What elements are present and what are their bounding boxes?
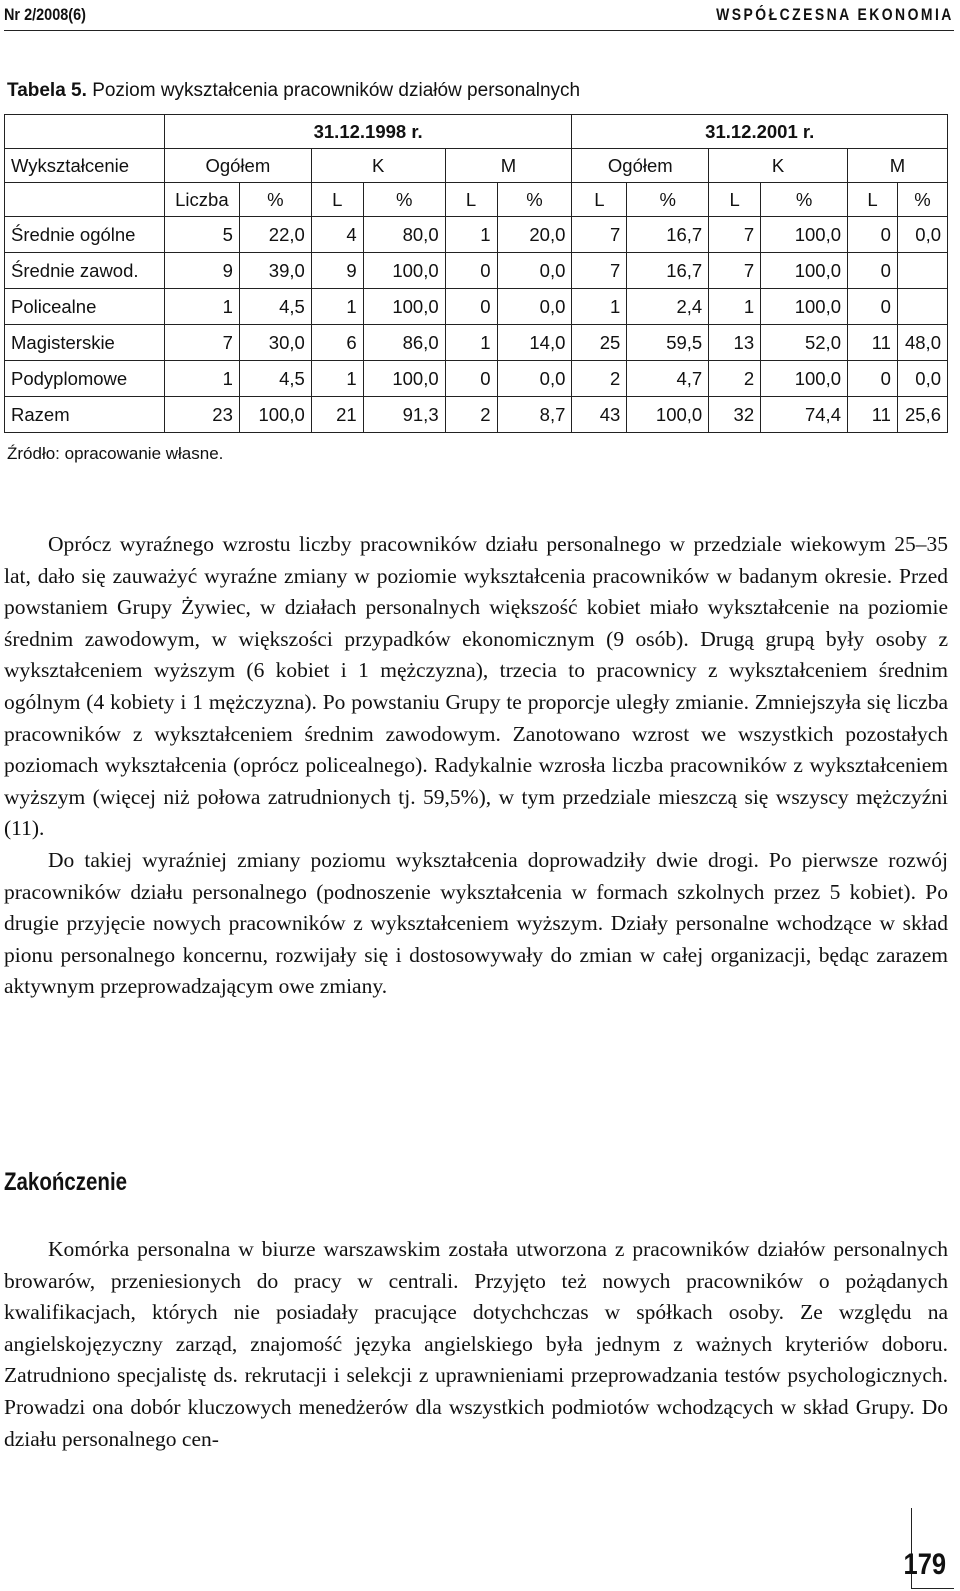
row-label: Podyplomowe <box>5 361 165 397</box>
table-cell: 0,0 <box>497 361 572 397</box>
table-cell: 80,0 <box>363 217 445 253</box>
page-number: 179 <box>903 1548 946 1581</box>
header-subcolumn-cell: Liczba <box>164 183 239 217</box>
body-text-section-1 <box>4 529 948 1003</box>
header-subcolumn-cell: L <box>848 183 898 217</box>
table-cell: 4,7 <box>627 361 709 397</box>
row-label: Średnie ogólne <box>5 217 165 253</box>
table-cell: 7 <box>709 253 761 289</box>
table-cell: 0 <box>445 361 497 397</box>
header-subcolumn-cell: % <box>627 183 709 217</box>
row-label: Razem <box>5 397 165 433</box>
table-cell: 1 <box>445 325 497 361</box>
table-cell: 20,0 <box>497 217 572 253</box>
table-caption-text: Poziom wykształcenia pracowników działów personalnych <box>92 80 581 101</box>
table-header-subcolumns <box>5 183 948 217</box>
table-cell: 0 <box>445 253 497 289</box>
header-subcolumn-cell: L <box>445 183 497 217</box>
header-empty-cell <box>5 115 165 149</box>
table-caption-number: Tabela 5. <box>7 80 87 101</box>
header-subcolumn-cell: L <box>572 183 627 217</box>
table-cell: 23 <box>164 397 239 433</box>
table-cell: 9 <box>311 253 363 289</box>
table-row <box>5 397 948 433</box>
table-cell: 100,0 <box>761 361 848 397</box>
table-cell: 16,7 <box>627 217 709 253</box>
table-cell: 8,7 <box>497 397 572 433</box>
table-cell: 100,0 <box>761 217 848 253</box>
table-cell: 52,0 <box>761 325 848 361</box>
header-date-2001: 31.12.2001 r. <box>572 115 948 149</box>
table-cell: 1 <box>572 289 627 325</box>
table-cell: 0,0 <box>897 217 947 253</box>
table-source: Źródło: opracowanie własne. <box>7 444 224 463</box>
table-cell: 100,0 <box>761 253 848 289</box>
header-subcolumn-cell: % <box>363 183 445 217</box>
table-cell: 0 <box>848 289 898 325</box>
header-date-1998: 31.12.1998 r. <box>164 115 571 149</box>
table-cell: 0 <box>445 289 497 325</box>
table-cell: 0,0 <box>497 289 572 325</box>
table-caption <box>7 80 580 102</box>
table-cell: 1 <box>164 361 239 397</box>
table-cell: 2 <box>709 361 761 397</box>
table-cell: 11 <box>848 397 898 433</box>
table-cell: 21 <box>311 397 363 433</box>
table-cell: 1 <box>164 289 239 325</box>
table-cell: 0,0 <box>897 361 947 397</box>
table-cell: 7 <box>572 253 627 289</box>
table-cell: 100,0 <box>363 361 445 397</box>
table-cell: 0,0 <box>497 253 572 289</box>
table-cell: 7 <box>164 325 239 361</box>
issue-number: Nr 2/2008(6) <box>4 5 86 24</box>
header-group-cell: K <box>709 149 848 183</box>
table-cell: 0 <box>848 361 898 397</box>
table-cell: 6 <box>311 325 363 361</box>
table-cell: 5 <box>164 217 239 253</box>
table-cell: 4 <box>311 217 363 253</box>
table-cell: 4,5 <box>239 289 311 325</box>
header-divider <box>4 30 954 31</box>
table-cell: 9 <box>164 253 239 289</box>
header-group-cell: M <box>848 149 948 183</box>
table-cell: 0 <box>848 217 898 253</box>
table-cell: 2,4 <box>627 289 709 325</box>
row-label: Średnie zawod. <box>5 253 165 289</box>
header-subcolumn-cell: L <box>709 183 761 217</box>
table-cell: 0 <box>848 253 898 289</box>
table-cell: 25,6 <box>897 397 947 433</box>
header-group-cell: Ogółem <box>164 149 311 183</box>
table-cell: 30,0 <box>239 325 311 361</box>
header-group-cell: Ogółem <box>572 149 709 183</box>
table-cell: 59,5 <box>627 325 709 361</box>
table-cell: 1 <box>311 289 363 325</box>
table-cell: 86,0 <box>363 325 445 361</box>
table-header-groups <box>5 149 948 183</box>
header-empty-cell <box>5 183 165 217</box>
table-cell: 48,0 <box>897 325 947 361</box>
table-cell: 1 <box>709 289 761 325</box>
table-cell: 13 <box>709 325 761 361</box>
table-row <box>5 325 948 361</box>
header-wyksztalcenie: Wykształcenie <box>5 149 165 183</box>
table-cell: 39,0 <box>239 253 311 289</box>
table-row <box>5 289 948 325</box>
section-heading: Zakończenie <box>4 1168 128 1196</box>
table-cell: 2 <box>572 361 627 397</box>
education-table <box>4 114 948 433</box>
header-subcolumn-cell: % <box>761 183 848 217</box>
table-cell: 43 <box>572 397 627 433</box>
paragraph: Komórka personalna w biurze warszawskim została utworzona z pracowników działów personalnych browarów, przeniesionych do pracy w centrali. Przyjęto też nowych pracowników o pożądanych kwalifikacjach, których nie posiadały pracujące dotychchczas w spółkach osoby. Ze względu na angielskojęzyczny zarząd, znajomość języka angielskiego była jednym z ważnych kryteriów doboru. Zatrudniono specjalistę ds. rekrutacji i selekcji z uprawnieniami przeprowadzania testów psychologicznych. Prowadzi ona dobór kluczowych menedżerów dla wszystkich podmiotów wchodzących w skład Grupy. Do działu personalnego cen- <box>4 1237 948 1451</box>
table-cell: 7 <box>572 217 627 253</box>
header-subcolumn-cell: L <box>311 183 363 217</box>
table-cell: 100,0 <box>363 289 445 325</box>
table-cell: 100,0 <box>363 253 445 289</box>
journal-title: WSPÓŁCZESNA EKONOMIA <box>716 5 954 24</box>
table-cell: 7 <box>709 217 761 253</box>
table-cell: 1 <box>311 361 363 397</box>
table-cell: 16,7 <box>627 253 709 289</box>
header-subcolumn-cell: % <box>239 183 311 217</box>
table-cell: 100,0 <box>627 397 709 433</box>
table-cell: 14,0 <box>497 325 572 361</box>
header-subcolumn-cell: % <box>897 183 947 217</box>
table-cell: 74,4 <box>761 397 848 433</box>
table-cell: 4,5 <box>239 361 311 397</box>
table-row <box>5 217 948 253</box>
table-cell: 100,0 <box>761 289 848 325</box>
row-label: Magisterskie <box>5 325 165 361</box>
table-cell: 11 <box>848 325 898 361</box>
table-cell: 25 <box>572 325 627 361</box>
paragraph: Do takiej wyraźniej zmiany poziomu wykształcenia doprowadziły dwie drogi. Po pierwsze rozwój pracowników działu personalnego (podnoszenie wykształcenia w formach szkolnych przez 5 kobiet). Po drugie przyjęcie nowych pracowników z wykształceniem wyższym. Działy personalne wchodzące w skład pionu personalnego koncernu, rozwijały się i dostosowywały do zmian w całej organizacji, będąc zarazem aktywnym przeprowadzającym owe zmiany. <box>4 847 948 999</box>
table-cell: 32 <box>709 397 761 433</box>
paragraph: Oprócz wyraźnego wzrostu liczby pracowników działu personalnego w przedziale wiekowym 25–35 lat, dało się zauważyć wyraźne zmiany w poziomie wykształcenia pracowników w badanym okresie. Przed powstaniem Grupy Żywiec, w działach personalnych większość kobiet miało wykształcenie na poziomie średnim zawodowym, w większości przypadków ekonomicznym (9 osób). Drugą grupą były osoby z wykształceniem wyższym (6 kobiet i 1 mężczyzna), trzecia to pracownicy z wykształceniem średnim ogólnym (4 kobiety i 1 mężczyzna). Po powstaniu Grupy te proporcje uległy zmianie. Zmniejszyła się liczba pracowników z wykształceniem średnim zawodowym. Zanotowano wzrost we wszystkich pozostałych poziomach wykształcenia (oprócz policealnego). Radykalnie wzrosła liczba pracowników z wykształceniem wyższym (więcej niż połowa zatrudnionych tj. 59,5%), w tym przedziale mieszczą się wszyscy mężczyźni (11). <box>4 532 948 841</box>
table-cell: 91,3 <box>363 397 445 433</box>
header-subcolumn-cell: % <box>497 183 572 217</box>
table-cell: 100,0 <box>239 397 311 433</box>
table-cell: 1 <box>445 217 497 253</box>
table-cell: 22,0 <box>239 217 311 253</box>
table-header-dates <box>5 115 948 149</box>
header-group-cell: K <box>311 149 445 183</box>
header-group-cell: M <box>445 149 572 183</box>
body-text-section-2 <box>4 1234 948 1455</box>
table-cell: 2 <box>445 397 497 433</box>
page-header <box>4 0 954 34</box>
table-cell <box>897 253 947 289</box>
table-row <box>5 253 948 289</box>
row-label: Policealne <box>5 289 165 325</box>
table-row <box>5 361 948 397</box>
table-cell <box>897 289 947 325</box>
